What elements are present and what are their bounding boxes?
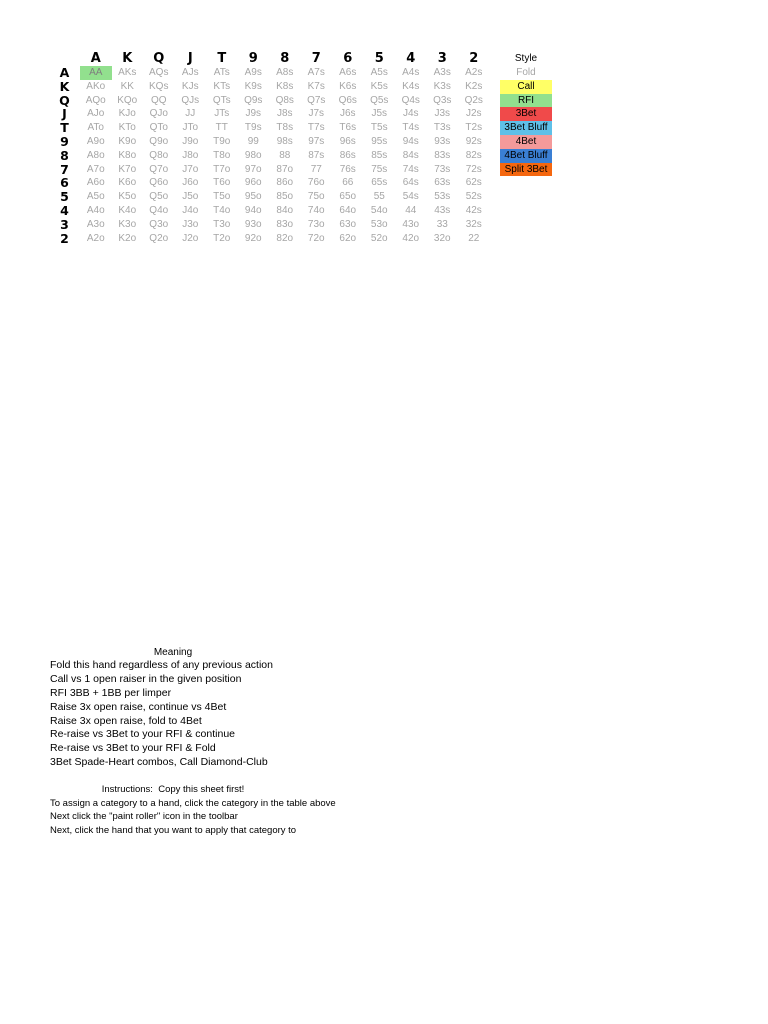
hand-cell-a8s[interactable]: A8s [276, 67, 294, 78]
grid-row-k [49, 80, 490, 94]
hand-cell-72o[interactable]: 72o [307, 232, 325, 244]
instruction-line: To assign a category to a hand, click the category in the table above [50, 797, 336, 809]
hand-cell-84o[interactable]: 84o [276, 204, 294, 216]
hand-cell-q5s[interactable]: Q5s [370, 94, 389, 106]
grid-row-j [49, 107, 490, 121]
legend-item-fold[interactable]: Fold [500, 66, 552, 80]
row-rank-6: 6 [60, 175, 69, 191]
hand-cell-93s[interactable]: 93s [434, 135, 451, 147]
column-rank-t: T [217, 51, 227, 66]
hand-cell-99[interactable]: 99 [247, 135, 259, 147]
row-rank-7: 7 [60, 161, 69, 177]
row-rank-9: 9 [60, 133, 69, 149]
meaning-section [50, 646, 296, 770]
hand-cell-k2o[interactable]: K2o [118, 232, 137, 244]
hand-cell-q9o[interactable]: Q9o [149, 135, 169, 147]
hand-cell-tt[interactable]: TT [215, 122, 228, 134]
hand-cell-aqs[interactable]: AQs [149, 67, 169, 78]
hand-cell-t9o[interactable]: T9o [213, 135, 231, 147]
hand-cell-j7s[interactable]: J7s [308, 108, 325, 120]
hand-cell-75s[interactable]: 75s [371, 163, 388, 175]
hand-cell-k8s[interactable]: K8s [276, 80, 294, 92]
hand-cell-a9s[interactable]: A9s [244, 67, 262, 78]
hand-cell-98o[interactable]: 98o [244, 149, 262, 161]
hand-cell-q3o[interactable]: Q3o [149, 218, 169, 230]
hand-cell-53o[interactable]: 53o [370, 218, 388, 230]
hand-cell-97s[interactable]: 97s [308, 135, 325, 147]
grid-row-4 [49, 204, 490, 218]
instruction-line: Next click the "paint roller" icon in the toolbar [50, 811, 238, 823]
hand-cell-42o[interactable]: 42o [402, 232, 420, 244]
meaning-lines [50, 659, 296, 770]
hand-cell-53s[interactable]: 53s [434, 191, 451, 203]
hand-cell-54o[interactable]: 54o [370, 204, 388, 216]
row-rank-2: 2 [60, 230, 69, 246]
hand-cell-j3s[interactable]: J3s [434, 108, 451, 120]
hand-cell-95o[interactable]: 95o [244, 191, 262, 203]
hand-cell-62o[interactable]: 62o [339, 232, 357, 244]
hand-cell-j7o[interactable]: J7o [182, 163, 199, 175]
instructions-title: Instructions: Copy this sheet first! [101, 784, 245, 795]
grid-row-2 [49, 232, 490, 246]
hand-cell-a7o[interactable]: A7o [86, 163, 105, 175]
hand-cell-88[interactable]: 88 [279, 149, 291, 161]
grid-row-9 [49, 135, 490, 149]
hand-cell-j2o[interactable]: J2o [182, 232, 199, 244]
instruction-lines [50, 797, 336, 838]
column-rank-q: Q [153, 51, 165, 66]
grid-corner [49, 51, 80, 66]
hand-cell-k8o[interactable]: K8o [118, 149, 137, 161]
hand-cell-87o[interactable]: 87o [276, 163, 294, 175]
hand-cell-96o[interactable]: 96o [244, 177, 262, 189]
hand-cell-aqo[interactable]: AQo [85, 94, 106, 106]
column-rank-7: 7 [311, 51, 321, 66]
legend-item-4bet-bluff[interactable]: 4Bet Bluff [500, 149, 552, 163]
hand-cell-t6o[interactable]: T6o [213, 177, 231, 189]
hand-cell-k5s[interactable]: K5s [370, 80, 388, 92]
hand-cell-96s[interactable]: 96s [339, 135, 356, 147]
hand-cell-54s[interactable]: 54s [402, 191, 419, 203]
hand-cell-a9o[interactable]: A9o [86, 135, 105, 147]
hand-cell-63o[interactable]: 63o [339, 218, 357, 230]
hand-cell-ats[interactable]: ATs [213, 67, 230, 78]
hand-cell-52o[interactable]: 52o [370, 232, 388, 244]
hand-cell-t5o[interactable]: T5o [213, 191, 231, 203]
row-rank-t: T [60, 120, 69, 136]
hand-cell-k4s[interactable]: K4s [402, 80, 420, 92]
hand-cell-94s[interactable]: 94s [402, 135, 419, 147]
hand-cell-q2o[interactable]: Q2o [149, 232, 169, 244]
grid-row-6 [49, 176, 490, 190]
hand-cell-kqo[interactable]: KQo [117, 94, 138, 106]
legend-title: Style [514, 53, 538, 64]
hand-cell-65o[interactable]: 65o [339, 191, 357, 203]
hand-cell-43o[interactable]: 43o [402, 218, 420, 230]
hand-cell-t9s[interactable]: T9s [244, 122, 262, 134]
column-rank-a: A [90, 51, 101, 66]
hand-cell-t8o[interactable]: T8o [213, 149, 231, 161]
hand-cell-62s[interactable]: 62s [465, 177, 482, 189]
hand-cell-q5o[interactable]: Q5o [149, 191, 169, 203]
hand-cell-q9s[interactable]: Q9s [244, 94, 263, 106]
row-rank-q: Q [59, 92, 70, 108]
hand-cell-a7s[interactable]: A7s [307, 67, 325, 78]
hand-cell-jj[interactable]: JJ [185, 108, 196, 120]
meaning-title: Meaning [153, 647, 193, 658]
hand-cell-86o[interactable]: 86o [276, 177, 294, 189]
hand-cell-k9s[interactable]: K9s [244, 80, 262, 92]
hand-cell-87s[interactable]: 87s [308, 149, 325, 161]
hand-cell-j5s[interactable]: J5s [371, 108, 388, 120]
hand-cell-52s[interactable]: 52s [465, 191, 482, 203]
row-rank-a: A [59, 65, 70, 80]
rank-header-row [49, 51, 490, 66]
hand-cell-q4o[interactable]: Q4o [149, 204, 169, 216]
hand-cell-t2o[interactable]: T2o [213, 232, 231, 244]
row-rank-3: 3 [60, 216, 69, 232]
hand-cell-q7s[interactable]: Q7s [307, 94, 326, 106]
hand-cell-85s[interactable]: 85s [371, 149, 388, 161]
hand-cell-82s[interactable]: 82s [465, 149, 482, 161]
hand-cell-a4o[interactable]: A4o [86, 204, 105, 216]
hand-cell-k7s[interactable]: K7s [307, 80, 325, 92]
hand-cell-86s[interactable]: 86s [339, 149, 356, 161]
hand-cell-k9o[interactable]: K9o [118, 135, 137, 147]
hand-cell-q7o[interactable]: Q7o [149, 163, 169, 175]
row-rank-5: 5 [60, 189, 69, 205]
hand-cell-ajs[interactable]: AJs [181, 67, 199, 78]
column-rank-j: J [187, 51, 193, 66]
hand-cell-j8o[interactable]: J8o [182, 149, 199, 161]
column-rank-3: 3 [437, 51, 447, 66]
hand-cell-qjs[interactable]: QJs [181, 94, 200, 106]
hand-cell-j9o[interactable]: J9o [182, 135, 199, 147]
hand-cell-76o[interactable]: 76o [307, 177, 325, 189]
hand-cell-kto[interactable]: KTo [118, 122, 136, 134]
hand-cell-k5o[interactable]: K5o [118, 191, 137, 203]
hand-cell-55[interactable]: 55 [373, 191, 385, 203]
row-rank-8: 8 [60, 147, 69, 163]
hand-cell-jts[interactable]: JTs [214, 108, 230, 120]
hand-cell-aa[interactable]: AA [80, 66, 112, 80]
column-rank-4: 4 [406, 51, 416, 66]
legend-items [500, 66, 552, 176]
hand-cell-43s[interactable]: 43s [434, 204, 451, 216]
hand-cell-63s[interactable]: 63s [434, 177, 451, 189]
grid-row-8 [49, 149, 490, 163]
hand-cell-q6s[interactable]: Q6s [338, 94, 357, 106]
hand-cell-t5s[interactable]: T5s [370, 122, 388, 134]
meaning-line: Fold this hand regardless of any previous action [50, 659, 273, 671]
meaning-line: Call vs 1 open raiser in the given position [50, 672, 242, 685]
hand-cell-32s[interactable]: 32s [465, 218, 482, 230]
hand-cell-aks[interactable]: AKs [118, 67, 137, 78]
hand-cell-32o[interactable]: 32o [433, 232, 451, 244]
hand-cell-kjs[interactable]: KJs [181, 80, 199, 92]
column-rank-8: 8 [280, 51, 290, 66]
column-rank-5: 5 [374, 51, 384, 66]
hand-cell-92s[interactable]: 92s [465, 135, 482, 147]
hand-cell-k2s[interactable]: K2s [465, 80, 483, 92]
hand-cell-83s[interactable]: 83s [434, 149, 451, 161]
hand-cell-k6s[interactable]: K6s [339, 80, 357, 92]
hand-cell-a2s[interactable]: A2s [465, 67, 483, 78]
hand-cell-95s[interactable]: 95s [371, 135, 388, 147]
hand-cell-qto[interactable]: QTo [149, 122, 168, 134]
hand-cell-77[interactable]: 77 [310, 163, 322, 175]
column-rank-6: 6 [343, 51, 353, 66]
meaning-line: Raise 3x open raise, fold to 4Bet [50, 714, 202, 727]
hand-cell-64s[interactable]: 64s [402, 177, 419, 189]
legend-item-3bet-bluff[interactable]: 3Bet Bluff [500, 121, 552, 135]
hand-cell-a3o[interactable]: A3o [86, 218, 105, 230]
hand-cell-83o[interactable]: 83o [276, 218, 294, 230]
hand-cell-74s[interactable]: 74s [402, 163, 419, 175]
hand-cell-84s[interactable]: 84s [402, 149, 419, 161]
hand-cell-75o[interactable]: 75o [307, 191, 325, 203]
hand-cell-22[interactable]: 22 [468, 232, 480, 244]
hand-cell-74o[interactable]: 74o [307, 204, 325, 216]
hand-cell-j6s[interactable]: J6s [339, 108, 356, 120]
hand-cell-66[interactable]: 66 [342, 177, 354, 189]
meaning-line: Raise 3x open raise, continue vs 4Bet [50, 700, 227, 713]
hand-cell-qq[interactable]: QQ [150, 94, 167, 106]
instructions-section [50, 783, 336, 838]
hand-cell-ajo[interactable]: AJo [87, 108, 105, 120]
hand-cell-92o[interactable]: 92o [244, 232, 262, 244]
hand-cell-t7s[interactable]: T7s [307, 122, 325, 134]
hand-cell-a8o[interactable]: A8o [86, 149, 105, 161]
grid-row-q [49, 94, 490, 108]
hand-cell-t6s[interactable]: T6s [339, 122, 357, 134]
hand-cell-ako[interactable]: AKo [86, 80, 106, 92]
meaning-line: Re-raise vs 3Bet to your RFI & continue [50, 728, 235, 741]
legend-item-3bet[interactable]: 3Bet [500, 107, 552, 121]
row-rank-j: J [62, 106, 67, 122]
hand-cell-q8s[interactable]: Q8s [275, 94, 294, 106]
meaning-line: RFI 3BB + 1BB per limper [50, 686, 172, 699]
hand-cell-q4s[interactable]: Q4s [401, 94, 420, 106]
hand-cell-j3o[interactable]: J3o [182, 218, 199, 230]
hand-cell-65s[interactable]: 65s [371, 177, 388, 189]
hand-cell-kqs[interactable]: KQs [149, 80, 169, 92]
hand-cell-64o[interactable]: 64o [339, 204, 357, 216]
hand-cell-73s[interactable]: 73s [434, 163, 451, 175]
hand-cell-98s[interactable]: 98s [276, 135, 293, 147]
hand-cell-j4o[interactable]: J4o [182, 204, 199, 216]
hand-cell-qts[interactable]: QTs [212, 94, 231, 106]
instruction-line: Next, click the hand that you want to apply that category to [50, 824, 297, 836]
grid-row-5 [49, 190, 490, 204]
hand-cell-42s[interactable]: 42s [465, 204, 482, 216]
hand-cell-73o[interactable]: 73o [307, 218, 325, 230]
hand-cell-82o[interactable]: 82o [276, 232, 294, 244]
hand-cell-a5s[interactable]: A5s [370, 67, 388, 78]
hand-cell-a5o[interactable]: A5o [86, 191, 105, 203]
hand-cell-q3s[interactable]: Q3s [433, 94, 452, 106]
hand-cell-kk[interactable]: KK [120, 80, 134, 92]
hand-range-grid [49, 51, 490, 245]
hand-cell-j4s[interactable]: J4s [402, 108, 419, 120]
hand-cell-k7o[interactable]: K7o [118, 163, 137, 175]
hand-cell-a3s[interactable]: A3s [433, 67, 451, 78]
meaning-line: 3Bet Spade-Heart combos, Call Diamond-Club [50, 756, 268, 769]
grid-row-7 [49, 163, 490, 177]
column-rank-2: 2 [469, 51, 479, 66]
hand-cell-t3o[interactable]: T3o [213, 218, 231, 230]
style-legend [500, 51, 552, 176]
hand-cell-a4s[interactable]: A4s [402, 67, 420, 78]
hand-cell-97o[interactable]: 97o [244, 163, 262, 175]
hand-cell-q8o[interactable]: Q8o [149, 149, 169, 161]
hand-cell-t7o[interactable]: T7o [213, 163, 231, 175]
hand-cell-a6s[interactable]: A6s [339, 67, 357, 78]
hand-cell-kts[interactable]: KTs [213, 80, 231, 92]
grid-row-t [49, 121, 490, 135]
hand-cell-a6o[interactable]: A6o [86, 177, 105, 189]
hand-cell-94o[interactable]: 94o [244, 204, 262, 216]
hand-cell-t2s[interactable]: T2s [465, 122, 483, 134]
hand-cell-j9s[interactable]: J9s [245, 108, 262, 120]
hand-cell-76s[interactable]: 76s [339, 163, 356, 175]
legend-item-rfi[interactable]: RFI [500, 94, 552, 108]
hand-cell-k4o[interactable]: K4o [118, 204, 137, 216]
hand-cell-93o[interactable]: 93o [244, 218, 262, 230]
hand-cell-t3s[interactable]: T3s [433, 122, 451, 134]
hand-cell-q2s[interactable]: Q2s [464, 94, 483, 106]
hand-cell-j6o[interactable]: J6o [182, 177, 199, 189]
legend-item-call[interactable]: Call [500, 80, 552, 94]
hand-cell-k6o[interactable]: K6o [118, 177, 137, 189]
hand-cell-85o[interactable]: 85o [276, 191, 294, 203]
hand-cell-j2s[interactable]: J2s [465, 108, 482, 120]
row-rank-4: 4 [60, 202, 69, 218]
hand-cell-72s[interactable]: 72s [465, 163, 482, 175]
hand-cell-j5o[interactable]: J5o [182, 191, 199, 203]
hand-cell-q6o[interactable]: Q6o [149, 177, 169, 189]
grid-row-a [49, 66, 490, 80]
hand-cell-33[interactable]: 33 [436, 218, 448, 230]
row-rank-k: K [59, 78, 70, 94]
hand-cell-t4o[interactable]: T4o [213, 204, 231, 216]
hand-cell-kjo[interactable]: KJo [118, 108, 136, 120]
hand-cell-a2o[interactable]: A2o [86, 232, 105, 244]
hand-cell-ato[interactable]: ATo [87, 122, 104, 134]
hand-cell-t8s[interactable]: T8s [276, 122, 294, 134]
hand-cell-k3o[interactable]: K3o [118, 218, 137, 230]
hand-cell-j8s[interactable]: J8s [276, 108, 293, 120]
hand-cell-jto[interactable]: JTo [182, 122, 199, 134]
column-rank-9: 9 [248, 51, 258, 66]
hand-cell-t4s[interactable]: T4s [402, 122, 420, 134]
column-rank-k: K [122, 51, 133, 66]
legend-item-4bet[interactable]: 4Bet [500, 135, 552, 149]
hand-cell-qjo[interactable]: QJo [149, 108, 168, 120]
hand-cell-k3s[interactable]: K3s [433, 80, 451, 92]
grid-row-3 [49, 218, 490, 232]
meaning-line: Re-raise vs 3Bet to your RFI & Fold [50, 742, 216, 755]
legend-item-split-3bet[interactable]: Split 3Bet [500, 163, 552, 177]
hand-cell-44[interactable]: 44 [405, 204, 417, 216]
